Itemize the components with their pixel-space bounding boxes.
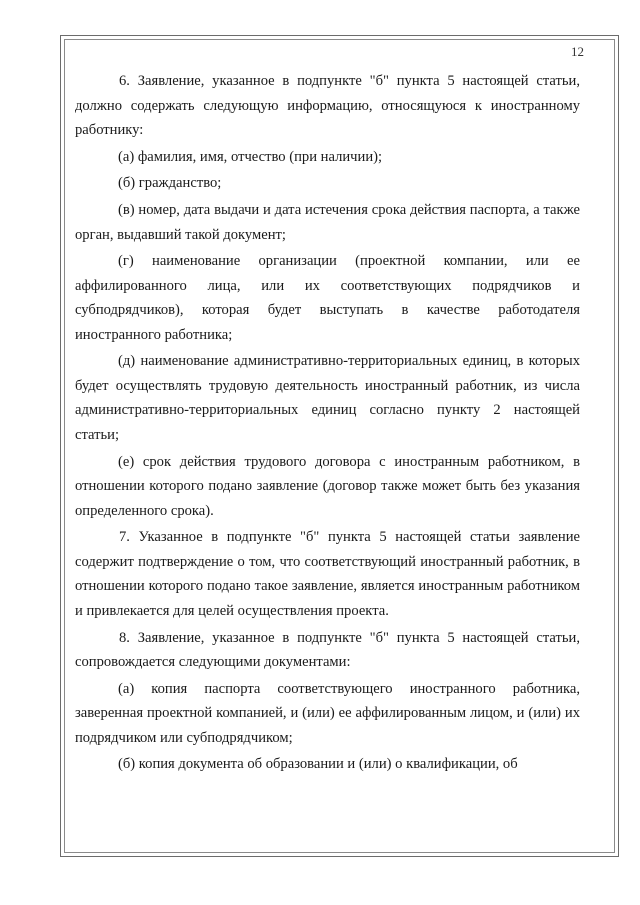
paragraph-6-e: (д) наименование административно-территориальных единиц, в которых будет осуществлять трудовую деятельность иностранный работник, из числа административно-территориальных единиц согласно пункту 2 настоящей статьи; [75,353,580,443]
paragraph-8-b: (б) копия документа об образовании и (или) о квалификации, об [118,756,518,773]
page-number: 12 [571,44,584,59]
document-body [75,69,580,779]
paragraph-7: 7. Указанное в подпункте "б" пункта 5 настоящей статьи заявление содержит подтверждение о том, что соответствующий иностранный работник, в отношении которого подано такое заявление, является иностранным работником и привлекается для целей осуществления проекта. [75,529,580,619]
paragraph-8-a: (а) копия паспорта соответствующего иностранного работника, заверенная проектной компанией, и (или) ее аффилированным лицом, и (или) их подрядчиком или субподрядчиком; [75,680,580,746]
paragraph-6-b: (б) гражданство; [118,175,222,192]
paragraph-6-d: (г) наименование организации (проектной компании, или ее аффилированного лица, или их соответствующих подрядчиков и субподрядчиков), которая будет выступать в качестве работодателя иностранного работника; [75,253,580,343]
paragraph-6-a: (а) фамилия, имя, отчество (при наличии); [118,148,383,165]
paragraph-6-f: (е) срок действия трудового договора с иностранным работником, в отношении которого подано заявление (договор также может быть без указания определенного срока). [75,453,580,519]
paragraph-6-c: (в) номер, дата выдачи и дата истечения срока действия паспорта, а также орган, выдавший такой документ; [75,202,580,243]
paragraph-6: 6. Заявление, указанное в подпункте "б" пункта 5 настоящей статьи, должно содержать следующую информацию, относящуюся к иностранному работнику: [75,73,580,138]
paragraph-8: 8. Заявление, указанное в подпункте "б" пункта 5 настоящей статьи, сопровождается следующими документами: [75,629,580,670]
